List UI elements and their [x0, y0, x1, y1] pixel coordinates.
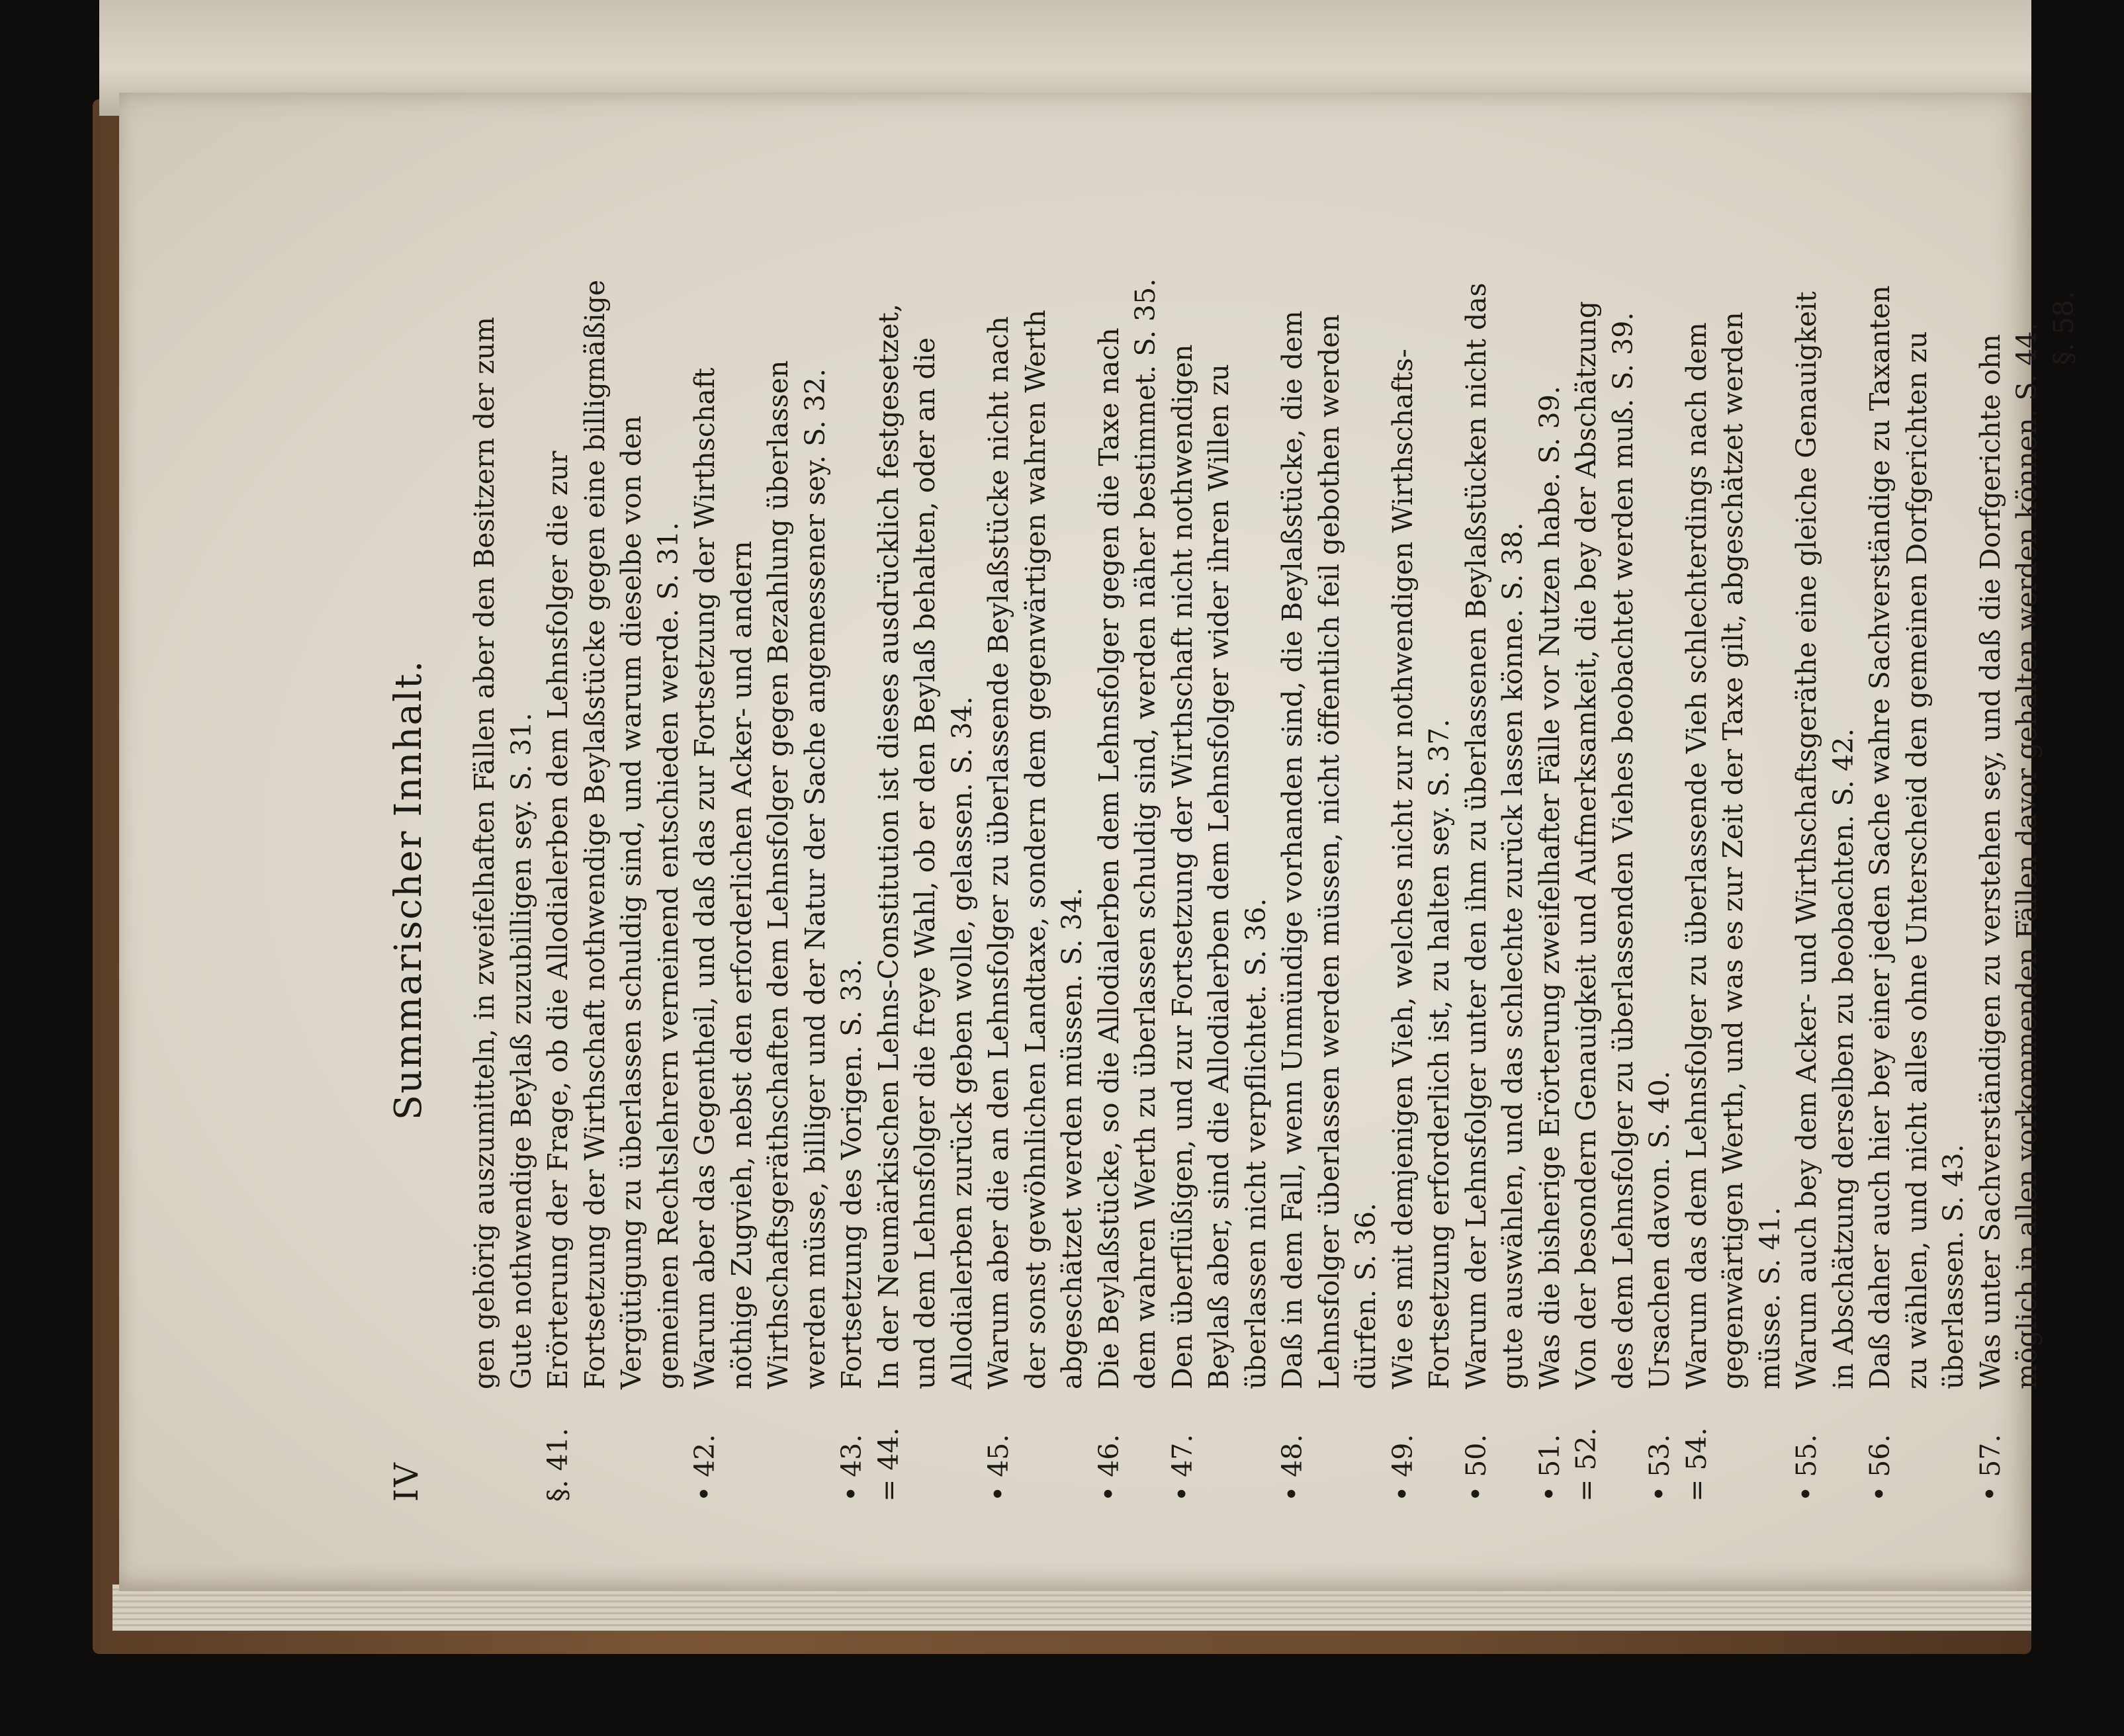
paragraph-marker: • 57.	[1974, 1434, 2006, 1502]
entry-text-wrap	[1789, 278, 1862, 1389]
running-head	[387, 278, 466, 1502]
entry-text-wrap	[871, 278, 981, 1389]
summary-entries	[466, 278, 2046, 1502]
summary-entry	[1165, 278, 1275, 1502]
summary-entry	[1458, 278, 1532, 1502]
page-number: IV	[387, 1461, 425, 1502]
entry-text: Warum der Lehnsfolger unter den ihm zu überlassenen Beylaßstücken nicht das gute auswählen, und das schlechte zurück lassen könne.	[1460, 282, 1528, 1389]
entry-text: Warum auch bey dem Acker- und Wirthschaftsgeräthe eine gleiche Genauigkeit in Abschätzung derselben zu beobachten.	[1791, 291, 1859, 1389]
entry-text: Fortsetzung des Vorigen.	[836, 1045, 867, 1389]
entry-text-wrap	[1679, 278, 1789, 1389]
paragraph-marker: • 49.	[1386, 1434, 1419, 1502]
entry-text-wrap	[1274, 278, 1385, 1389]
page-reference: S. 41.	[1753, 1207, 1786, 1285]
entry-text: Ursachen davon.	[1644, 1157, 1675, 1389]
entry-text: gen gehörig auszumitteln, in zweifelhaften Fällen aber den Besitzern der zum Gute nothwendige Beylaß zuzubilligen sey.	[468, 316, 537, 1389]
paragraph-marker: = 52.	[1570, 1427, 1602, 1502]
page-reference: S. 36.	[1239, 898, 1272, 976]
entry-text: Daß daher auch hier bey einer jeden Sache wahre Sachverständige zu Taxanten zu wählen, und nicht alles ohne Unterscheid den gemeinen Dorfgerichten zu überlassen.	[1864, 285, 1969, 1389]
summary-entry	[981, 278, 1091, 1502]
entry-text: Wie es mit demjenigen Vieh, welches nicht zur nothwendigen Wirthschafts-Fortsetzung erforderlich ist, zu halten sey.	[1386, 349, 1455, 1389]
entry-text-wrap	[540, 278, 687, 1389]
summary-entry	[1385, 278, 1458, 1502]
paragraph-marker: • 48.	[1276, 1434, 1308, 1502]
page-reference: S. 36.	[1350, 1202, 1382, 1281]
paragraph-marker: • 51.	[1533, 1434, 1566, 1502]
entry-text-wrap	[1165, 278, 1275, 1389]
section-reference-final: §. 58.	[2047, 291, 2080, 365]
paragraph-marker: • 47.	[1166, 1434, 1198, 1502]
paragraph-marker: • 55.	[1791, 1434, 1822, 1502]
summary-entry	[871, 278, 981, 1502]
paragraph-marker: • 50.	[1460, 1434, 1492, 1502]
paragraph-marker: • 43.	[836, 1434, 867, 1502]
paragraph-marker: = 54.	[1680, 1427, 1712, 1502]
page-reference: S. 39.	[1607, 312, 1639, 390]
entry-text-wrap	[1532, 278, 1569, 1389]
page-reference: S. 34.	[946, 696, 978, 775]
entry-text: Daß in dem Fall, wenn Unmündige vorhanden sind, die Beylaßstücke, die dem Lehnsfolger überlassen werden müssen, nicht öffentlich feil gebothen werden dürfen.	[1276, 310, 1382, 1389]
page-reference: S. 31.	[652, 521, 684, 600]
entry-text-wrap	[834, 278, 871, 1389]
summary-entry	[466, 278, 540, 1502]
page-title: Summarischer Innhalt.	[387, 659, 430, 1121]
summary-entry	[540, 278, 687, 1502]
page-reference: S. 39.	[1533, 386, 1566, 464]
page-reference: S. 38.	[1497, 522, 1528, 601]
paragraph-marker: • 56.	[1864, 1434, 1896, 1502]
summary-entry	[1532, 278, 1569, 1502]
paragraph-marker: = 44.	[872, 1427, 905, 1502]
entry-text: Warum aber das Gegentheil, und daß das zur Fortsetzung der Wirthschaft nöthige Zugvieh, nebst den erforderlichen Acker- und andern Wirthschaftsgeräthschaften dem Lehnsfolger gegen Bezahlung überlassen werden müsse, billiger und der Natur der Sache angemessener sey.	[689, 360, 831, 1389]
entry-text: Erörterung der Frage, ob die Allodialerben dem Lehnsfolger die zur Fortsetzung der Wirthschaft nothwendige Beylaßstücke gegen eine billigmäßige Vergütigung zu überlassen schuldig sind, und warum dieselbe von den gemeinen Rechtslehrern verneinend entschieden werde.	[542, 279, 684, 1389]
paragraph-marker: §. 41.	[542, 1428, 574, 1502]
summary-entry	[1862, 278, 1972, 1502]
summary-entry	[834, 278, 871, 1502]
paragraph-marker: • 45.	[983, 1434, 1014, 1502]
page-reference: S. 37.	[1423, 718, 1455, 797]
page-stack-bottom-edge	[112, 1584, 2031, 1631]
paragraph-marker: • 42.	[689, 1434, 721, 1502]
entry-text: Warum das dem Lehnsfolger zu überlassende Vieh schlechterdings nach dem gegenwärtigen Werth, und was es zur Zeit der Taxe gilt, abgeschätzet werden müsse.	[1680, 312, 1786, 1389]
page-reference: S. 43.	[1937, 1144, 1969, 1223]
entry-text-wrap	[981, 278, 1091, 1389]
page-reference: S. 40.	[1644, 1070, 1675, 1149]
paragraph-marker: • 46.	[1092, 1434, 1125, 1502]
printed-text-block	[387, 278, 2080, 1502]
entry-text-wrap	[466, 278, 540, 1389]
summary-entry	[1679, 278, 1789, 1502]
page-reference: S. 31.	[505, 713, 537, 791]
paragraph-marker: • 53.	[1644, 1434, 1675, 1502]
entry-text-wrap	[1385, 278, 1458, 1389]
summary-entry	[1972, 278, 2046, 1502]
page-reference: S. 35.	[1129, 278, 1161, 357]
summary-entry	[1091, 278, 1165, 1502]
entry-text-wrap	[1458, 278, 1532, 1389]
entry-text: Warum aber die an den Lehnsfolger zu überlassende Beylaßstücke nicht nach der sonst gewöhnlichen Landtaxe, sondern dem gegenwärtigen wahren Werth abgeschätzet werden müssen.	[983, 310, 1088, 1389]
summary-entry	[1274, 278, 1385, 1502]
page-reference: S. 32.	[799, 369, 831, 447]
summary-entry	[687, 278, 834, 1502]
entry-text-wrap	[1568, 278, 1642, 1389]
entry-text-wrap	[1642, 278, 1679, 1389]
summary-entry	[1568, 278, 1642, 1502]
page-reference: S. 44.	[2011, 322, 2043, 401]
book-page	[119, 93, 2080, 1591]
entry-text-wrap	[1972, 278, 2046, 1389]
entry-text: Die Beylaßstücke, so die Allodialerben dem Lehnsfolger gegen die Taxe nach dem wahren Werth zu überlassen schuldig sind, werden näher bestimmet.	[1092, 327, 1161, 1389]
page-reference: S. 33.	[836, 958, 867, 1037]
summary-entry	[1642, 278, 1679, 1502]
entry-text: Was die bisherige Erörterung zweifelhafter Fälle vor Nutzen habe.	[1533, 472, 1566, 1389]
entry-text: In der Neumärkischen Lehns-Constitution ist dieses ausdrücklich festgesetzet, und dem Lehnsfolger die freye Wahl, ob er den Beylaß behalten, oder an die Allodialerben zurück geben wolle, gelassen.	[872, 303, 978, 1389]
entry-text-wrap	[687, 278, 834, 1389]
page-reference: S. 34.	[1056, 887, 1088, 966]
entry-text-wrap	[1862, 278, 1972, 1389]
summary-entry	[1789, 278, 1862, 1502]
entry-text-wrap	[1091, 278, 1165, 1389]
entry-text: Was unter Sachverständigen zu verstehen sey, und daß die Dorfgerichte ohn möglich in allen vorkommenden Fällen davor gehalten werden können.	[1974, 334, 2043, 1389]
entry-text: Von der besondern Genauigkeit und Aufmerksamkeit, die bey der Abschätzung des dem Lehnsfolger zu überlassenden Viehes beobachtet werden muß.	[1570, 301, 1639, 1389]
page-reference: S. 42.	[1827, 728, 1859, 806]
entry-text: Den überflüßigen, und zur Fortsetzung der Wirthschaft nicht nothwendigen Beylaß aber, sind die Allodialerben dem Lehnsfolger wider ihren Willen zu überlassen nicht verpflichtet.	[1166, 344, 1272, 1389]
